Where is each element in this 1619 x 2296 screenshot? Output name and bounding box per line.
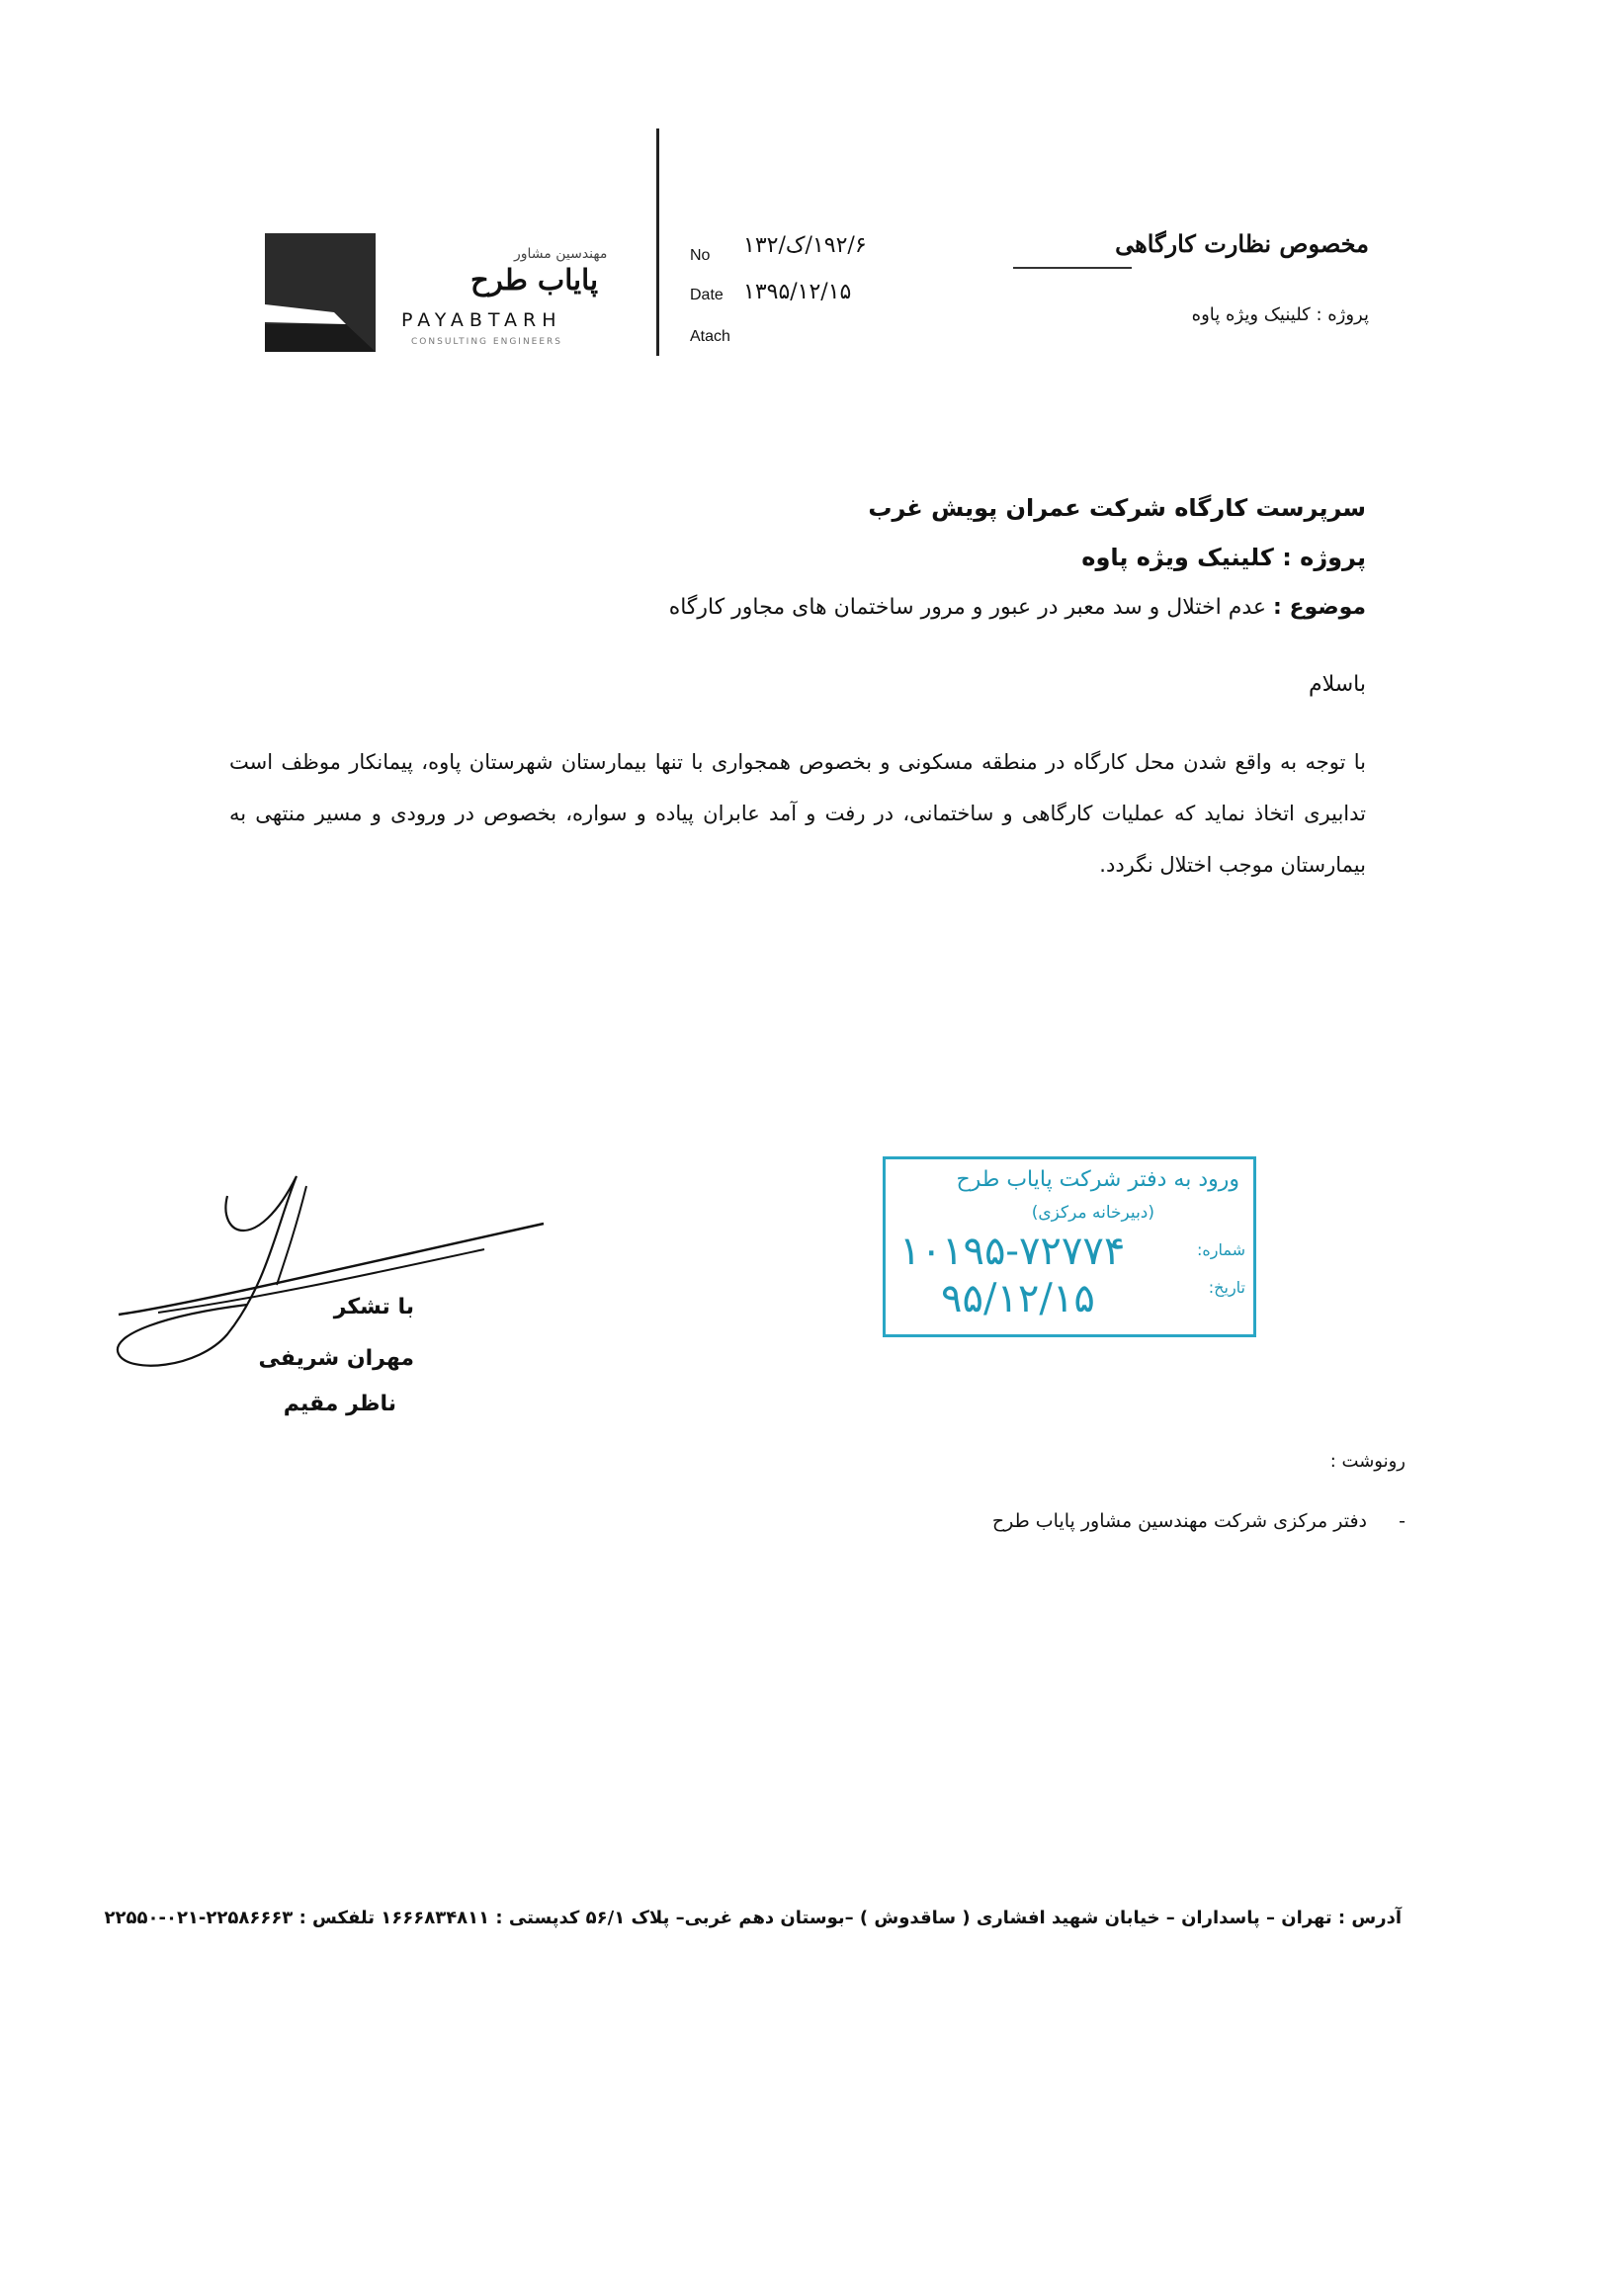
stamp-date: ۹۵/۱۲/۱۵ xyxy=(941,1276,1095,1321)
logo-small-text: مهندسین مشاور xyxy=(514,246,608,262)
payabtarh-logo-mark xyxy=(265,233,376,352)
confidential-heading: مخصوص نظارت کارگاهی xyxy=(1115,229,1369,258)
cc-item-text: دفتر مرکزی شرکت مهندسین مشاور پایاب طرح xyxy=(991,1510,1367,1532)
body-paragraph: با توجه به واقع شدن محل کارگاه در منطقه مسکونی و بخصوص همجواری با تنها بیمارستان شهرستان پاوه، پیمانکار موظف است تدابیری اتخاذ نماید که عملیات کارگاهی و ساختمانی، در رفت و آمد عابران پیاده و سواره، بخصوص در ورودی و مسیر منتهی به بیمارستان موجب اختلال نگردد. xyxy=(229,750,1366,877)
stamp-number-label: شماره: xyxy=(1196,1240,1245,1259)
signer-title: ناظر مقیم xyxy=(283,1392,396,1416)
logo-name-en: PAYABTARH xyxy=(401,309,562,331)
stamp-date-label: تاریخ: xyxy=(1208,1278,1245,1297)
confidential-underline xyxy=(1013,267,1132,269)
footer-address: آدرس : تهران – پاسداران – خیابان شهید افشاری ( ساقدوش ) –بوستان دهم غربی– پلاک ۵۶/۱ کدپستی : ۱۶۶۶۸۳۴۸۱۱ تلفکس : ۲۲۵۸۶۶۶۳-۰۲۱-۲۲۵۵۰ xyxy=(104,1908,1402,1928)
stamp-subheading: (دبیرخانه مرکزی) xyxy=(1031,1203,1154,1223)
cc-dash: - xyxy=(1399,1510,1406,1532)
signer-name: مهران شریفی xyxy=(258,1346,414,1371)
subject-label: موضوع : xyxy=(1273,595,1366,620)
greeting: باسلام xyxy=(1308,672,1366,697)
header-divider xyxy=(656,128,659,356)
no-label: No xyxy=(690,247,711,264)
addressee: سرپرست کارگاه شرکت عمران پویش غرب xyxy=(868,494,1366,522)
stamp-heading: ورود به دفتر شرکت پایاب طرح xyxy=(956,1167,1239,1192)
letter-number: ۱۹۲/۶/ک/۱۳۲ xyxy=(743,233,867,258)
subject-text: عدم اختلال و سد معبر در عبور و مرور ساختمان های مجاور کارگاه xyxy=(668,595,1267,620)
attach-label: Atach xyxy=(690,328,730,345)
subject-line xyxy=(229,595,1366,620)
receipt-stamp xyxy=(883,1156,1256,1337)
stamp-number: ۱۰۱۹۵-۷۲۷۷۴ xyxy=(899,1229,1126,1274)
logo-subtitle: CONSULTING ENGINEERS xyxy=(411,337,563,347)
signoff-thanks: با تشکر xyxy=(333,1295,414,1319)
logo-name-fa: پایاب طرح xyxy=(470,263,599,297)
cc-item xyxy=(992,1510,1367,1532)
header-project-line: پروژه : کلینیک ویژه پاوه xyxy=(1191,304,1369,325)
cc-label: رونوشت : xyxy=(1329,1451,1406,1472)
project-line: پروژه : کلینیک ویژه پاوه xyxy=(1081,544,1366,571)
date-label: Date xyxy=(690,287,724,303)
letter-date: ۱۳۹۵/۱۲/۱۵ xyxy=(743,280,852,304)
